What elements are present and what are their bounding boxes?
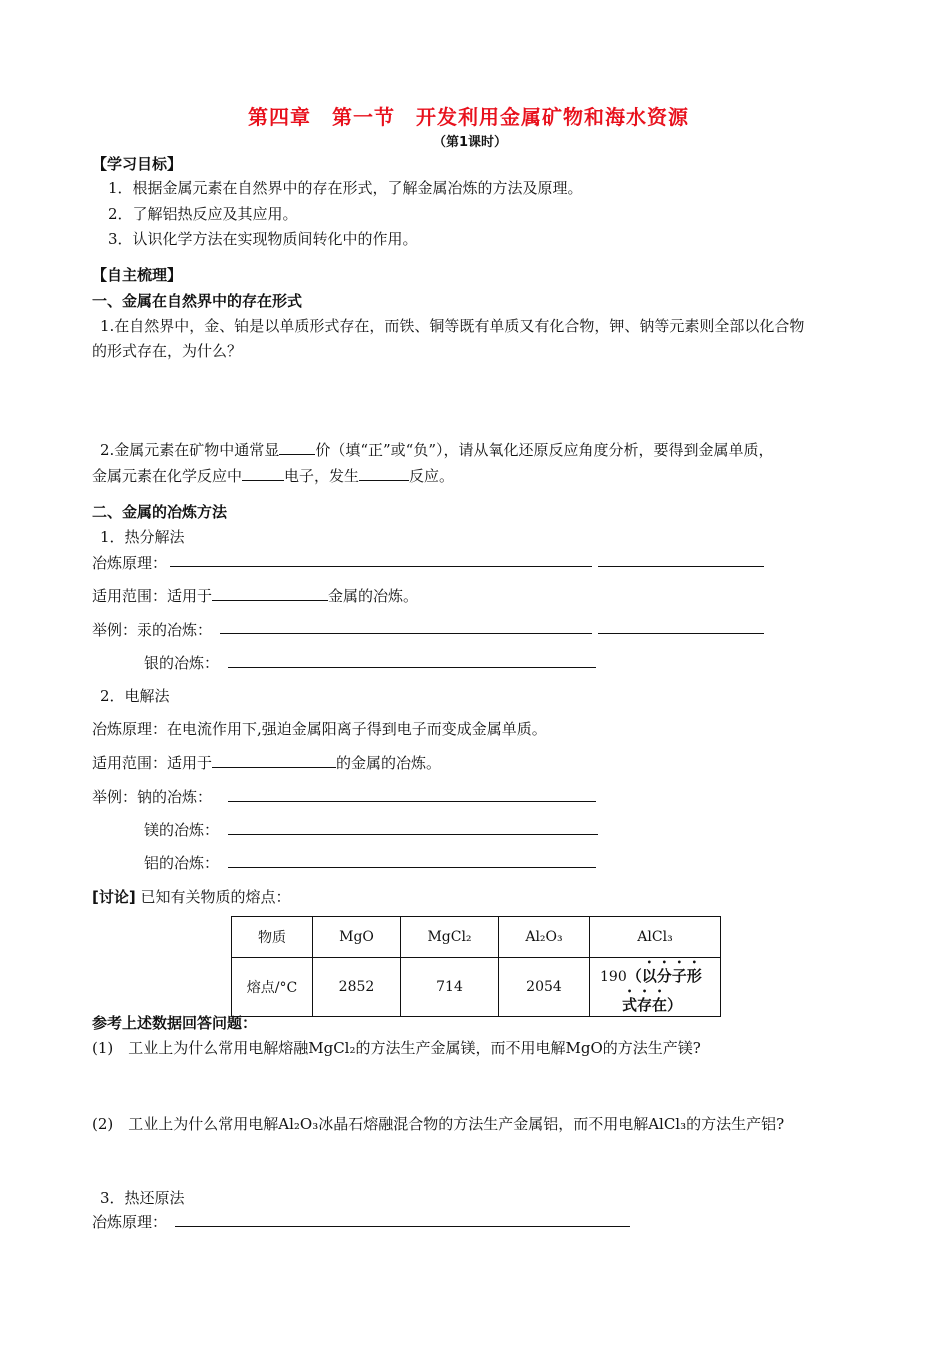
method-title: 3．热还原法 [100,1189,185,1207]
answer-blank[interactable] [212,753,336,768]
example-label: 举例： [92,788,138,806]
goal-item: 3．认识化学方法在实现物质间转化中的作用。 [108,230,418,248]
answer-line[interactable] [228,801,596,802]
table-header-cell: 物质 [232,917,313,958]
table-cell: 2852 [313,958,401,1017]
goal-item: 1．根据金属元素在自然界中的存在形式，了解金属冶炼的方法及原理。 [108,179,583,197]
question-text: 的形式存在，为什么？ [92,342,243,360]
example-text [92,619,212,640]
example-label: 举例： [92,621,138,639]
page-title: 第四章 第一节 开发利用金属矿物和海水资源 [248,105,689,129]
goal-item: 2．了解铝热反应及其应用。 [108,205,298,223]
table-header-cell: MgCl₂ [401,917,499,958]
answer-line[interactable] [598,633,764,634]
table-cell: 2054 [499,958,590,1017]
answer-line[interactable] [598,566,764,567]
section-two-heading: 二、金属的冶炼方法 [92,503,228,521]
scope-label: 适用范围：适用于 [92,754,213,772]
principle-label: 冶炼原理： [92,1213,168,1231]
scope-tail: 的金属的冶炼。 [336,754,442,772]
section-one-heading: 一、金属在自然界中的存在形式 [92,292,303,310]
discussion-question: (2) 工业上为什么常用电解Al₂O₃冰晶石熔融混合物的方法生产金属铝，而不用电解AlCl₃的方法生产铝? [92,1115,785,1133]
principle-label: 冶炼原理： [92,554,168,572]
page-subtitle: （第1课时） [433,135,508,150]
question-text [92,465,454,486]
answer-blank[interactable] [279,440,315,455]
sodium-label: 钠的冶炼： [137,788,213,806]
mercury-label: 汞的冶炼： [137,621,213,639]
discussion-intro: 已知有关物质的熔点： [140,888,291,906]
question-text: 1.在自然界中，金、铂是以单质形式存在，而铁、铜等既有单质又有化合物，钾、钠等元素则全部以化合物 [100,317,805,335]
question-fragment: 金属元素在化学反应中 [92,467,243,485]
table-header-cell: MgO [313,917,401,958]
principle-text: 冶炼原理：在电流作用下,强迫金属阳离子得到电子而变成金属单质。 [92,720,547,738]
answer-line[interactable] [228,667,596,668]
scope-text [92,585,418,606]
silver-label: 银的冶炼： [144,654,220,672]
alcl3-value: 190 [600,969,627,985]
answer-line[interactable] [170,566,592,567]
answer-blank[interactable] [242,466,284,481]
table-cell-alcl3 [590,958,721,1017]
alcl3-note: （以分子形 [626,967,702,985]
answer-line[interactable] [228,834,598,835]
scope-tail: 金属的冶炼。 [328,587,419,605]
table-header-cell: AlCl₃ [590,917,721,958]
scope-label: 适用范围：适用于 [92,587,213,605]
question-fragment: 反应。 [409,467,455,485]
discussion-question: (1) 工业上为什么常用电解熔融MgCl₂的方法生产金属镁，而不用电解MgO的方法生产镁? [92,1039,701,1057]
answer-line[interactable] [175,1226,630,1227]
scope-text [92,752,441,773]
magnesium-label: 镁的冶炼： [144,821,220,839]
question-text [100,439,774,460]
review-heading: 【自主梳理】 [92,266,183,284]
question-fragment: 电子，发生 [284,467,360,485]
discussion-tag: [讨论] [92,888,136,906]
goals-heading: 【学习目标】 [92,155,183,173]
method-title: 1．热分解法 [100,528,185,546]
melting-point-table [231,916,721,1017]
answer-blank[interactable] [359,466,409,481]
discussion-text [92,886,291,907]
answer-line[interactable] [220,633,592,634]
answer-blank[interactable] [212,586,328,601]
table-header-cell: Al₂O₃ [499,917,590,958]
aluminum-label: 铝的冶炼： [144,854,220,872]
method-title: 2．电解法 [100,687,170,705]
table-cell: 714 [401,958,499,1017]
reference-heading: 参考上述数据回答问题： [92,1014,258,1032]
answer-line[interactable] [228,867,596,868]
question-fragment: 2.金属元素在矿物中通常显 [100,441,280,459]
alcl3-note: 式存在） [622,996,683,1014]
question-fragment: 价（填“正”或“负”），请从氧化还原反应角度分析，要得到金属单质， [315,441,774,459]
table-row-label: 熔点/°C [232,958,313,1017]
example-text [92,786,212,807]
